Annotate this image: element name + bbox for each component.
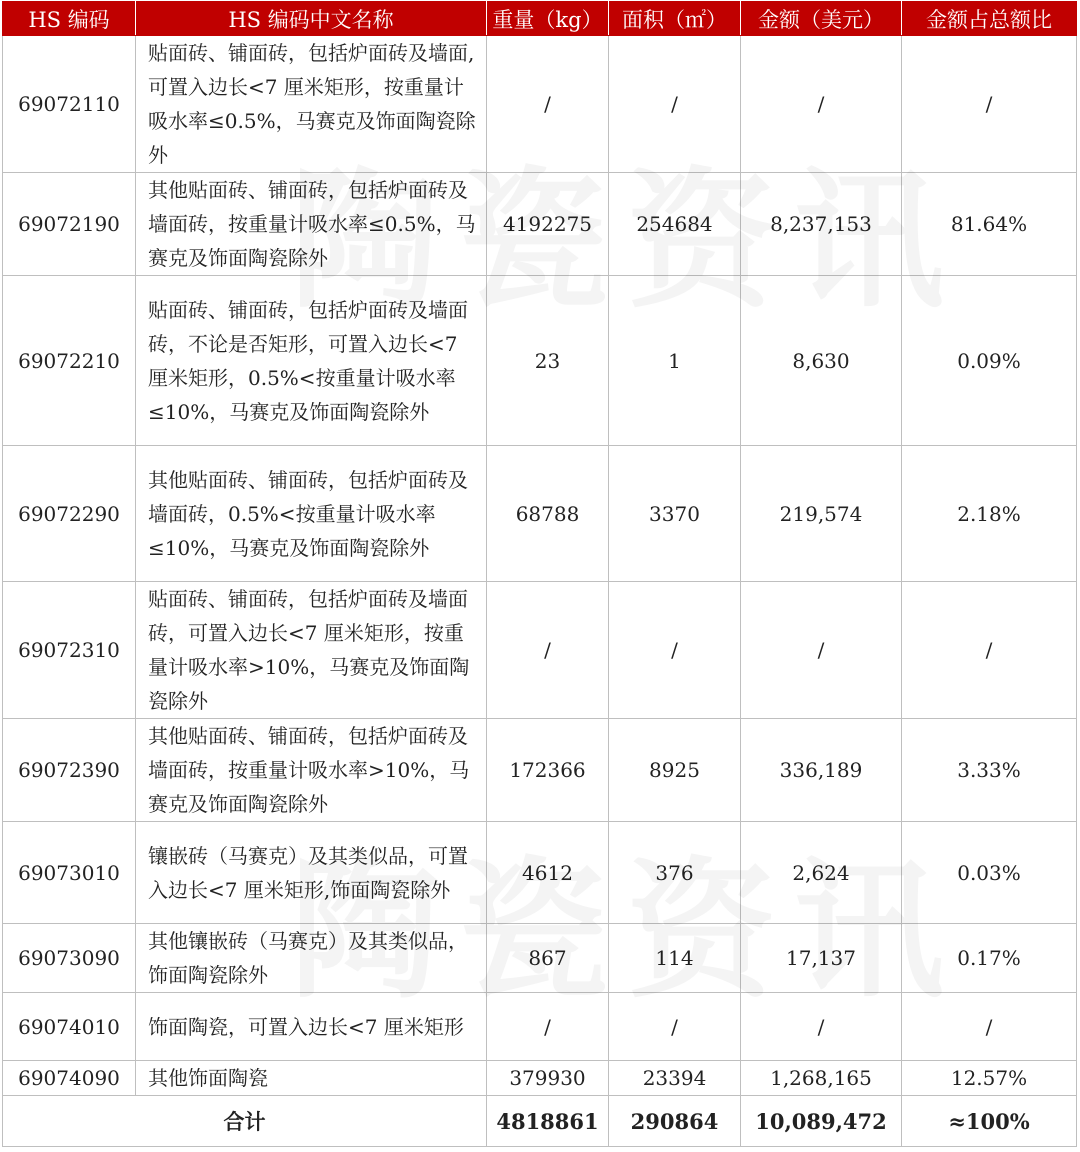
cell-area: 114 xyxy=(609,924,741,993)
cell-share: 0.03% xyxy=(902,822,1077,924)
cell-share: 0.17% xyxy=(902,924,1077,993)
cell-amount: / xyxy=(741,36,902,173)
cell-weight: 379930 xyxy=(487,1061,609,1096)
data-table xyxy=(2,1,1077,1147)
header-hs-code: HS 编码 xyxy=(3,2,136,36)
cell-amount: 219,574 xyxy=(741,446,902,582)
cell-weight: / xyxy=(487,993,609,1061)
cell-amount: 336,189 xyxy=(741,719,902,822)
cell-hs-code: 69072290 xyxy=(3,446,136,582)
cell-hs-name: 其他饰面陶瓷 xyxy=(136,1061,487,1096)
cell-area: / xyxy=(609,36,741,173)
cell-weight: 4192275 xyxy=(487,173,609,276)
total-amount: 10,089,472 xyxy=(741,1096,902,1147)
table-row xyxy=(3,993,1077,1061)
cell-amount: / xyxy=(741,582,902,719)
table-row xyxy=(3,1061,1077,1096)
cell-area: 8925 xyxy=(609,719,741,822)
table-row xyxy=(3,173,1077,276)
cell-amount: 8,237,153 xyxy=(741,173,902,276)
table-header xyxy=(3,2,1077,36)
cell-hs-name: 其他镶嵌砖（马赛克）及其类似品，饰面陶瓷除外 xyxy=(136,924,487,993)
cell-weight: / xyxy=(487,36,609,173)
header-share: 金额占总额比 xyxy=(902,2,1077,36)
table-footer xyxy=(3,1096,1077,1147)
total-share: ≈100% xyxy=(902,1096,1077,1147)
cell-weight: 172366 xyxy=(487,719,609,822)
cell-hs-code: 69072390 xyxy=(3,719,136,822)
header-weight: 重量（kg） xyxy=(487,2,609,36)
cell-share: 2.18% xyxy=(902,446,1077,582)
cell-hs-code: 69074090 xyxy=(3,1061,136,1096)
cell-share: 81.64% xyxy=(902,173,1077,276)
cell-area: 3370 xyxy=(609,446,741,582)
cell-area: 376 xyxy=(609,822,741,924)
cell-hs-name: 其他贴面砖、铺面砖，包括炉面砖及墙面砖，按重量计吸水率>10%，马赛克及饰面陶瓷除外 xyxy=(136,719,487,822)
cell-area: 23394 xyxy=(609,1061,741,1096)
cell-hs-name: 其他贴面砖、铺面砖，包括炉面砖及墙面砖，按重量计吸水率≤0.5%，马赛克及饰面陶瓷除外 xyxy=(136,173,487,276)
cell-area: 1 xyxy=(609,276,741,446)
header-row xyxy=(3,2,1077,36)
table-row xyxy=(3,582,1077,719)
cell-area: / xyxy=(609,993,741,1061)
cell-weight: 68788 xyxy=(487,446,609,582)
cell-hs-code: 69073090 xyxy=(3,924,136,993)
cell-amount: 1,268,165 xyxy=(741,1061,902,1096)
total-weight: 4818861 xyxy=(487,1096,609,1147)
table-row xyxy=(3,822,1077,924)
cell-share: / xyxy=(902,993,1077,1061)
header-area: 面积（㎡） xyxy=(609,2,741,36)
cell-share: 0.09% xyxy=(902,276,1077,446)
header-hs-name: HS 编码中文名称 xyxy=(136,2,487,36)
cell-hs-name: 饰面陶瓷，可置入边长<7 厘米矩形 xyxy=(136,993,487,1061)
cell-share: 3.33% xyxy=(902,719,1077,822)
cell-hs-code: 69074010 xyxy=(3,993,136,1061)
table-body xyxy=(3,36,1077,1096)
cell-weight: 23 xyxy=(487,276,609,446)
total-row xyxy=(3,1096,1077,1147)
cell-hs-name: 贴面砖、铺面砖，包括炉面砖及墙面砖，不论是否矩形，可置入边长<7 厘米矩形，0.5%<按重量计吸水率≤10%，马赛克及饰面陶瓷除外 xyxy=(136,276,487,446)
total-area: 290864 xyxy=(609,1096,741,1147)
cell-weight: 867 xyxy=(487,924,609,993)
cell-hs-name: 贴面砖、铺面砖，包括炉面砖及墙面,可置入边长<7 厘米矩形，按重量计吸水率≤0.5%，马赛克及饰面陶瓷除外 xyxy=(136,36,487,173)
cell-hs-name: 镶嵌砖（马赛克）及其类似品，可置入边长<7 厘米矩形,饰面陶瓷除外 xyxy=(136,822,487,924)
cell-area: 254684 xyxy=(609,173,741,276)
cell-hs-name: 贴面砖、铺面砖，包括炉面砖及墙面砖，可置入边长<7 厘米矩形，按重量计吸水率>10%，马赛克及饰面陶瓷除外 xyxy=(136,582,487,719)
cell-hs-code: 69073010 xyxy=(3,822,136,924)
cell-hs-code: 69072190 xyxy=(3,173,136,276)
cell-hs-code: 69072210 xyxy=(3,276,136,446)
table-row xyxy=(3,446,1077,582)
cell-amount: 8,630 xyxy=(741,276,902,446)
cell-area: / xyxy=(609,582,741,719)
header-amount: 金额（美元） xyxy=(741,2,902,36)
cell-amount: 17,137 xyxy=(741,924,902,993)
table-row xyxy=(3,36,1077,173)
total-label: 合计 xyxy=(3,1096,487,1147)
cell-amount: / xyxy=(741,993,902,1061)
cell-share: / xyxy=(902,36,1077,173)
cell-hs-code: 69072310 xyxy=(3,582,136,719)
table-row xyxy=(3,719,1077,822)
cell-share: 12.57% xyxy=(902,1061,1077,1096)
cell-amount: 2,624 xyxy=(741,822,902,924)
table-row xyxy=(3,276,1077,446)
cell-hs-name: 其他贴面砖、铺面砖，包括炉面砖及墙面砖，0.5%<按重量计吸水率≤10%，马赛克及饰面陶瓷除外 xyxy=(136,446,487,582)
cell-weight: / xyxy=(487,582,609,719)
cell-share: / xyxy=(902,582,1077,719)
cell-hs-code: 69072110 xyxy=(3,36,136,173)
cell-weight: 4612 xyxy=(487,822,609,924)
table-row xyxy=(3,924,1077,993)
